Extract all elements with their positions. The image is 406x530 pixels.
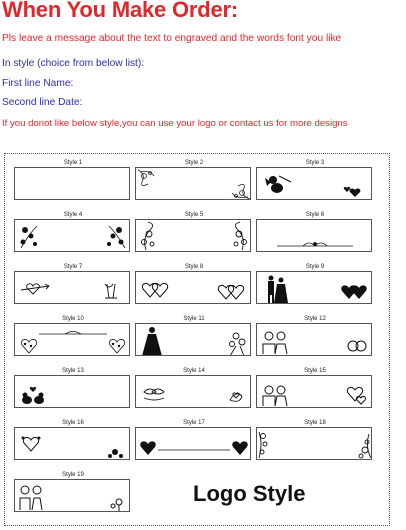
style-label: Style 16 [62, 420, 84, 426]
style-9-option[interactable] [256, 263, 374, 304]
style-label: Style 2 [184, 160, 204, 166]
style-10-plate [14, 323, 130, 356]
style-label: Style 9 [305, 264, 325, 270]
style-14-option[interactable] [135, 367, 253, 408]
style-7-plate [14, 271, 130, 304]
style-label: Style 15 [304, 368, 326, 374]
logo-style-label: Logo Style [193, 481, 306, 506]
style-label: Style 5 [184, 212, 204, 218]
heart-divider-icon [15, 324, 130, 356]
style-9-plate [256, 271, 372, 304]
floral-sides-icon [15, 220, 130, 252]
style-12-option[interactable] [256, 315, 374, 356]
style-8-option[interactable] [135, 263, 253, 304]
style-3-option[interactable] [256, 159, 374, 200]
style-label: Style 3 [305, 160, 325, 166]
cartoon-couple-icon [15, 480, 130, 512]
instruction-message: Pls leave a message about the text to engraved and the words font you like [2, 33, 342, 44]
style-label: Style 18 [304, 420, 326, 426]
style-14-plate [135, 375, 251, 408]
instruction-second-line: Second line Date: [2, 97, 83, 108]
style-5-option[interactable] [135, 211, 253, 252]
hearts-bar-icon [136, 428, 251, 460]
style-label: Style 11 [183, 316, 205, 322]
double-hearts-icon [136, 272, 251, 304]
floral-rose-corners-icon [257, 428, 372, 460]
style-4-option[interactable] [14, 211, 132, 252]
style-label: Style 17 [183, 420, 205, 426]
instruction-style: In style (choice from below list): [2, 58, 145, 69]
style-12-plate [256, 323, 372, 356]
style-1-plate [14, 167, 130, 200]
instruction-first-line: First line Name: [2, 78, 74, 89]
style-2-plate [135, 167, 251, 200]
style-17-plate [135, 427, 251, 460]
style-label: Style 8 [184, 264, 204, 270]
style-1-option[interactable] [14, 159, 132, 200]
style-18-option[interactable] [256, 419, 374, 460]
floral-corners-icon [136, 168, 251, 200]
style-15-option[interactable] [256, 367, 374, 408]
rose-vine-icon [136, 220, 251, 252]
style-8-plate [135, 271, 251, 304]
style-18-plate [256, 427, 372, 460]
style-label: Style 1 [63, 160, 83, 166]
style-13-plate [14, 375, 130, 408]
style-label: Style 19 [62, 472, 84, 478]
style-11-plate [135, 323, 251, 356]
style-6-option[interactable] [256, 211, 374, 252]
style-5-plate [135, 219, 251, 252]
flourish-line-icon [257, 220, 372, 252]
style-16-plate [14, 427, 130, 460]
style-11-option[interactable] [135, 315, 253, 356]
cupid-hearts-icon [257, 168, 372, 200]
style-label: Style 13 [62, 368, 84, 374]
style-7-option[interactable] [14, 263, 132, 304]
style-17-option[interactable] [135, 419, 253, 460]
bride-groom-hearts-icon [257, 272, 372, 304]
instruction-logo: If you donot like below style,you can use your logo or contact us for more designs [2, 118, 348, 129]
couple-hearts-icon [257, 376, 372, 408]
style-6-plate [256, 219, 372, 252]
heart-wreath-bird-icon [15, 428, 130, 460]
style-15-plate [256, 375, 372, 408]
style-label: Style 4 [63, 212, 83, 218]
style-label: Style 6 [305, 212, 325, 218]
love-birds-icon [15, 376, 130, 408]
style-2-option[interactable] [135, 159, 253, 200]
bride-bouquet-icon [136, 324, 251, 356]
style-label: Style 10 [62, 316, 84, 322]
style-19-plate [14, 479, 130, 512]
style-13-option[interactable] [14, 367, 132, 408]
style-19-option[interactable] [14, 471, 132, 512]
style-label: Style 7 [63, 264, 83, 270]
style-label: Style 14 [183, 368, 205, 374]
page-title: When You Make Order: [2, 0, 239, 22]
style-3-plate [256, 167, 372, 200]
couple-rings-icon [257, 324, 372, 356]
doves-icon [136, 376, 251, 408]
style-label: Style 12 [304, 316, 326, 322]
style-16-option[interactable] [14, 419, 132, 460]
arrow-heart-glasses-icon [15, 272, 130, 304]
style-10-option[interactable] [14, 315, 132, 356]
style-4-plate [14, 219, 130, 252]
